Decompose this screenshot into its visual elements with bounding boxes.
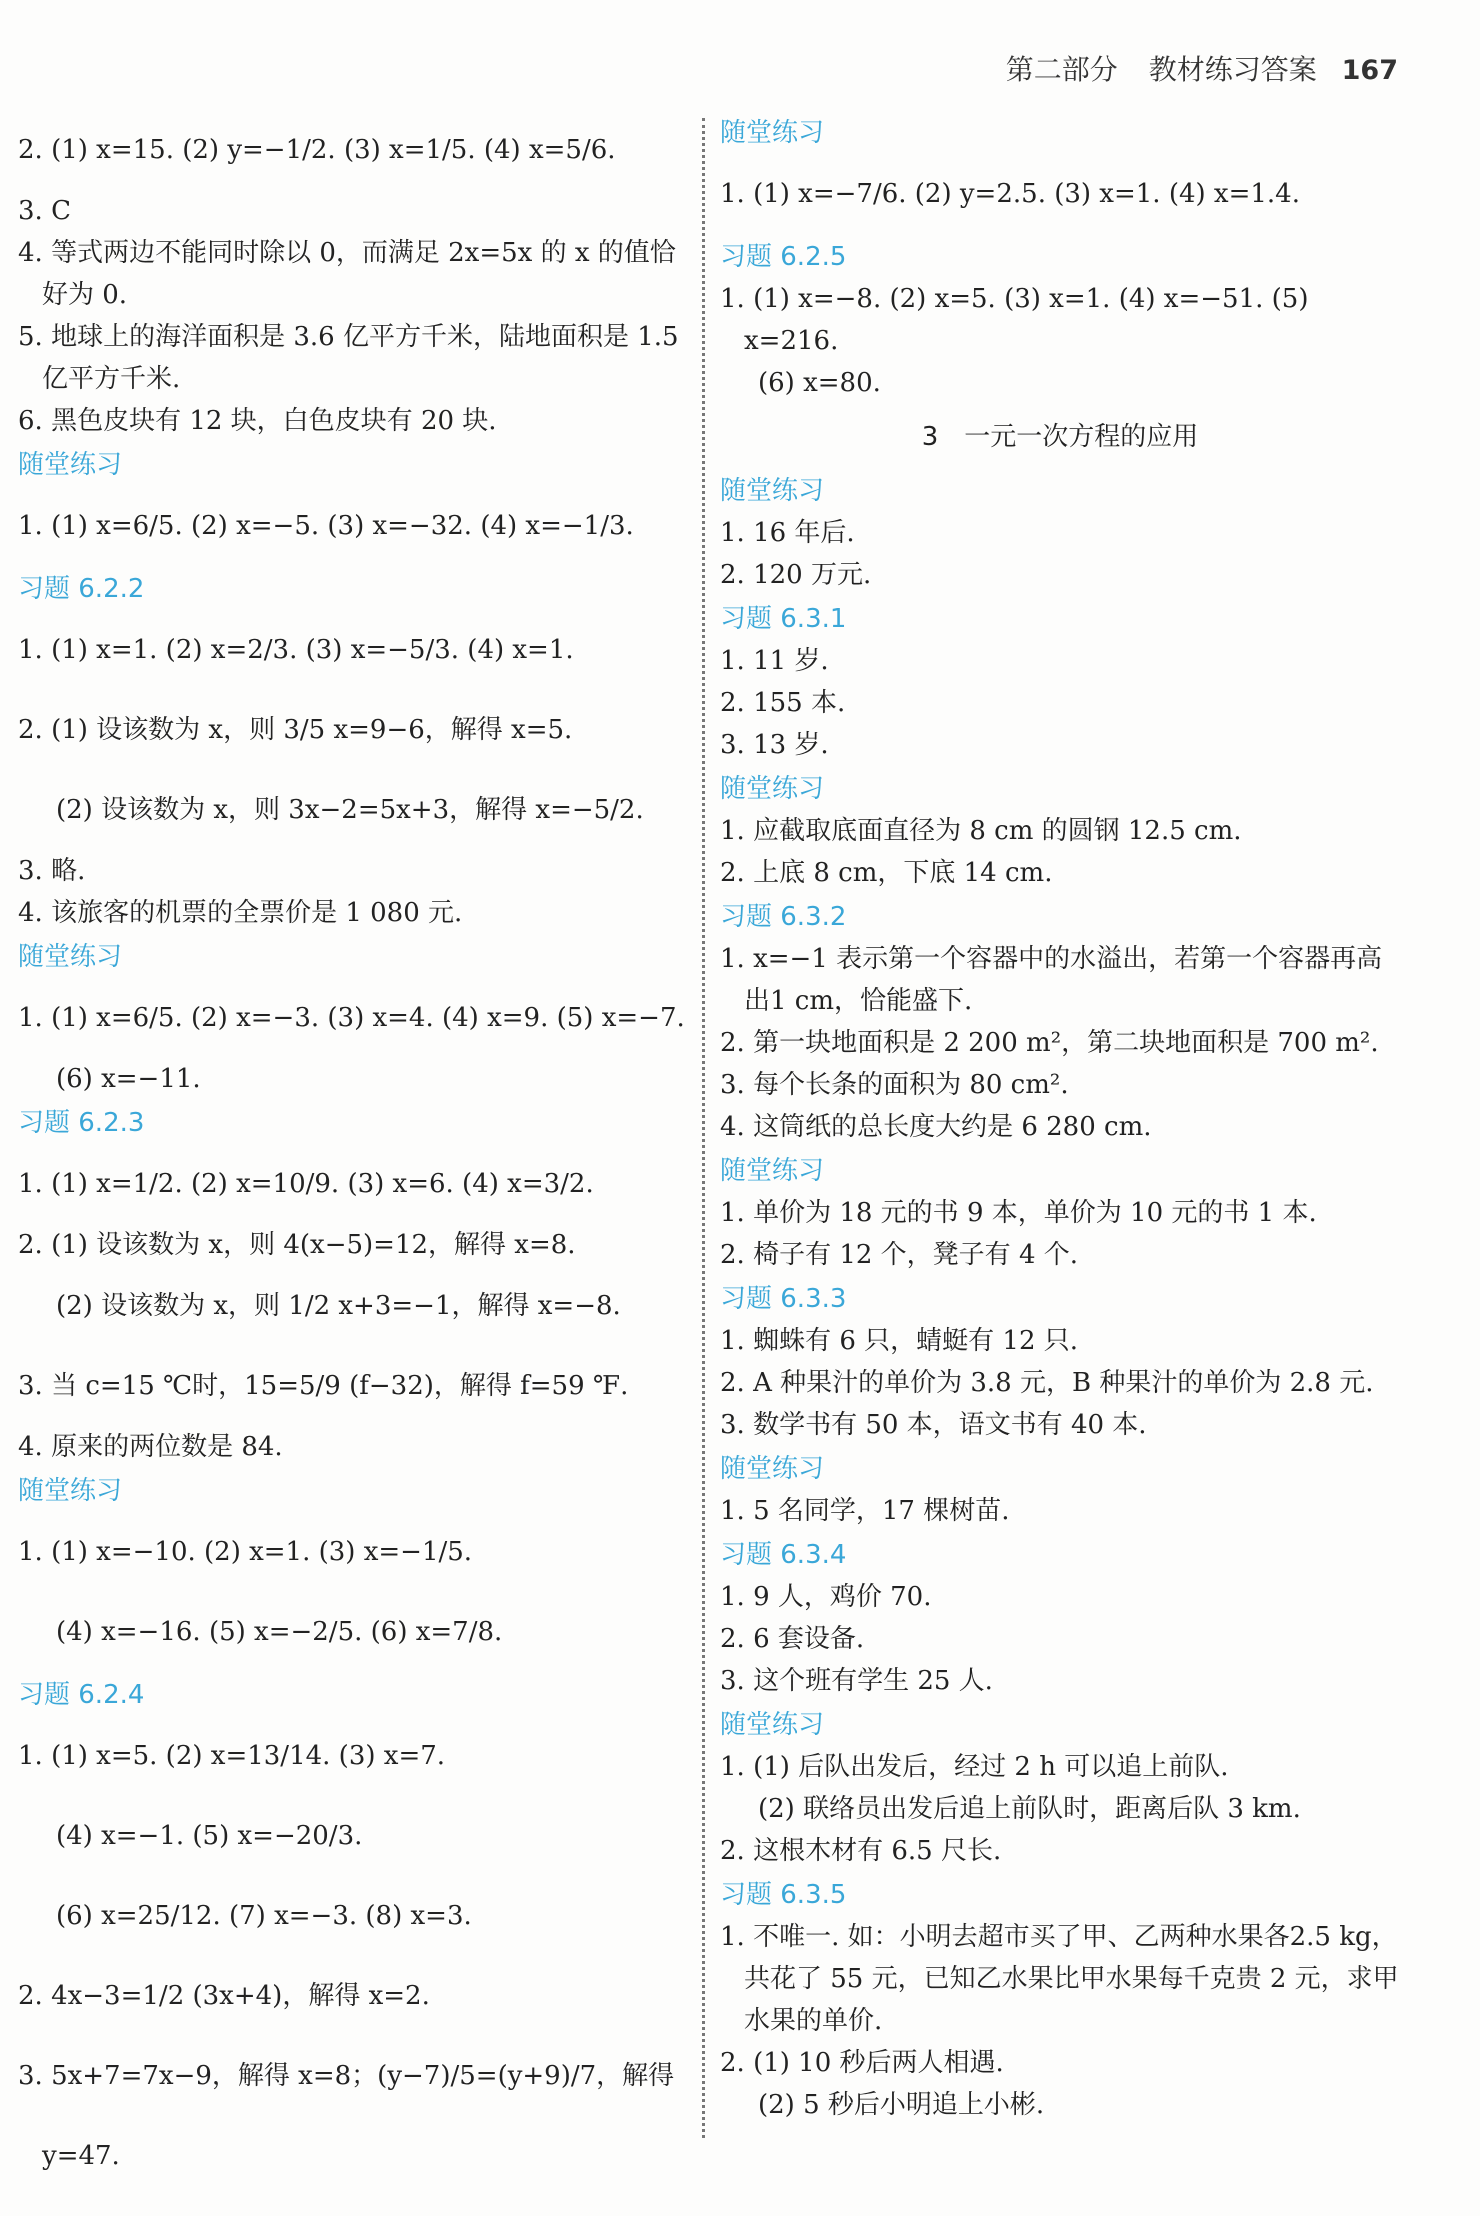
answer-line: 4. 原来的两位数是 84. <box>18 1432 283 1462</box>
page-header <box>1006 48 1398 88</box>
answer-line: 2. 椅子有 12 个，凳子有 4 个. <box>720 1240 1079 1270</box>
answer-line: 3. 这个班有学生 25 人. <box>720 1666 993 1696</box>
answer-subline: (2) 设该数为 x，则 3x−2=5x+3，解得 x=−5/2. <box>56 795 644 825</box>
chapter-title: 3 一元一次方程的应用 <box>921 422 1199 452</box>
answer-subline: (2) 设该数为 x，则 1/2 x+3=−1，解得 x=−8. <box>56 1291 621 1321</box>
answer-line: 1. (1) x=1/2. (2) x=10/9. (3) x=6. (4) x=3/2. <box>18 1169 594 1199</box>
answer-line: 1. (1) x=6/5. (2) x=−3. (3) x=4. (4) x=9. (5) x=−7. <box>18 1003 685 1033</box>
answer-line: 2. (1) 设该数为 x，则 3/5 x=9−6，解得 x=5. <box>18 715 573 745</box>
answer-line: 3. 数学书有 50 本，语文书有 40 本. <box>720 1410 1147 1440</box>
answer-line: 6. 黑色皮块有 12 块，白色皮块有 20 块. <box>18 406 497 436</box>
answer-line: 2. 120 万元. <box>720 560 872 590</box>
answer-line: 1. (1) 后队出发后，经过 2 h 可以追上前队. <box>720 1752 1229 1782</box>
answer-line: 1. (1) x=6/5. (2) x=−5. (3) x=−32. (4) x=−1/3. <box>18 511 634 541</box>
section-heading: 随堂练习 <box>720 118 825 148</box>
page-number: 167 <box>1341 55 1398 86</box>
section-heading: 随堂练习 <box>18 450 123 480</box>
answer-line: 1. 单价为 18 元的书 9 本，单价为 10 元的书 1 本. <box>720 1198 1317 1228</box>
answer-line: 1. x=−1 表示第一个容器中的水溢出，若第一个容器再高出1 cm，恰能盛下. <box>720 944 1383 1016</box>
answer-line: 2. 这根木材有 6.5 尺长. <box>720 1836 1002 1866</box>
answer-line: 2. 4x−3=1/2 (3x+4)，解得 x=2. <box>18 1981 430 2011</box>
section-heading: 习题 6.2.4 <box>18 1680 145 1710</box>
section-heading: 习题 6.2.3 <box>18 1108 145 1138</box>
answer-line: 1. (1) x=−7/6. (2) y=2.5. (3) x=1. (4) x=1.4. <box>720 179 1300 209</box>
answer-line: 1. (1) x=1. (2) x=2/3. (3) x=−5/3. (4) x=1. <box>18 635 574 665</box>
answer-line: 2. (1) 设该数为 x，则 4(x−5)=12，解得 x=8. <box>18 1230 576 1260</box>
answer-subline: (6) x=80. <box>758 368 881 398</box>
answer-line: 4. 该旅客的机票的全票价是 1 080 元. <box>18 898 463 928</box>
section-heading: 随堂练习 <box>18 942 123 972</box>
section-heading: 随堂练习 <box>720 1710 825 1740</box>
section-heading: 随堂练习 <box>720 774 825 804</box>
header-part: 第二部分 <box>1005 53 1118 86</box>
column-divider <box>702 118 705 2138</box>
section-heading: 随堂练习 <box>18 1476 123 1506</box>
answer-line: 1. 应截取底面直径为 8 cm 的圆钢 12.5 cm. <box>720 816 1242 846</box>
section-heading: 习题 6.3.4 <box>720 1540 847 1570</box>
answer-line: 5. 地球上的海洋面积是 3.6 亿平方千米，陆地面积是 1.5 亿平方千米. <box>18 322 679 394</box>
section-heading: 随堂练习 <box>720 1454 825 1484</box>
answer-line: 1. 蜘蛛有 6 只，蜻蜓有 12 只. <box>720 1326 1079 1356</box>
answer-line: 3. 13 岁. <box>720 730 829 760</box>
answer-line: 2. 6 套设备. <box>720 1624 865 1654</box>
left-column <box>18 110 698 2196</box>
answer-subline: (6) x=25/12. (7) x=−3. (8) x=3. <box>56 1901 472 1931</box>
answer-subline: (4) x=−1. (5) x=−20/3. <box>56 1821 363 1851</box>
answer-line: 2. (1) 10 秒后两人相遇. <box>720 2048 1004 2078</box>
answer-line: 1. (1) x=5. (2) x=13/14. (3) x=7. <box>18 1741 446 1771</box>
answer-line: 2. (1) x=15. (2) y=−1/2. (3) x=1/5. (4) x=5/6. <box>18 135 616 165</box>
section-heading: 随堂练习 <box>720 476 825 506</box>
section-heading: 随堂练习 <box>720 1156 825 1186</box>
answer-line: 2. 155 本. <box>720 688 846 718</box>
answer-line: 1. 5 名同学，17 棵树苗. <box>720 1496 1010 1526</box>
answer-line: 4. 这筒纸的总长度大约是 6 280 cm. <box>720 1112 1152 1142</box>
answer-subline: (6) x=−11. <box>56 1064 201 1094</box>
header-title: 教材练习答案 <box>1148 53 1317 86</box>
section-heading: 习题 6.2.5 <box>720 242 847 272</box>
answer-line: 2. A 种果汁的单价为 3.8 元，B 种果汁的单价为 2.8 元. <box>720 1368 1374 1398</box>
answer-subline: (2) 5 秒后小明追上小彬. <box>758 2090 1045 2120</box>
answer-line: 2. 第一块地面积是 2 200 m²，第二块地面积是 700 m². <box>720 1028 1379 1058</box>
answer-line: 3. 略. <box>18 856 86 886</box>
answer-line: 3. 5x+7=7x−9，解得 x=8；(y−7)/5=(y+9)/7，解得 y=47. <box>18 2061 675 2171</box>
answer-line: 3. 每个长条的面积为 80 cm². <box>720 1070 1069 1100</box>
answer-line: 1. (1) x=−8. (2) x=5. (3) x=1. (4) x=−51. (5) x=216. <box>720 284 1309 356</box>
section-heading: 习题 6.3.3 <box>720 1284 847 1314</box>
answer-line: 1. (1) x=−10. (2) x=1. (3) x=−1/5. <box>18 1537 473 1567</box>
answer-line: 1. 11 岁. <box>720 646 829 676</box>
section-heading: 习题 6.3.1 <box>720 604 847 634</box>
answer-line: 4. 等式两边不能同时除以 0，而满足 2x=5x 的 x 的值恰好为 0. <box>18 238 676 310</box>
answer-line: 2. 上底 8 cm，下底 14 cm. <box>720 858 1053 888</box>
section-heading: 习题 6.3.5 <box>720 1880 847 1910</box>
section-heading: 习题 6.2.2 <box>18 574 145 604</box>
answer-line: 3. C <box>18 196 71 226</box>
answer-line: 1. 不唯一. 如：小明去超市买了甲、乙两种水果各2.5 kg，共花了 55 元，已知乙水果比甲水果每千克贵 2 元，求甲水果的单价. <box>720 1922 1399 2036</box>
section-heading: 习题 6.3.2 <box>720 902 847 932</box>
answer-subline: (4) x=−16. (5) x=−2/5. (6) x=7/8. <box>56 1617 503 1647</box>
answer-line: 1. 16 年后. <box>720 518 855 548</box>
answer-line: 1. 9 人，鸡价 70. <box>720 1582 932 1612</box>
right-column <box>720 110 1400 2126</box>
answer-line: 3. 当 c=15 ℃时，15=5/9 (f−32)，解得 f=59 ℉. <box>18 1371 629 1401</box>
answer-subline: (2) 联络员出发后追上前队时，距离后队 3 km. <box>758 1794 1301 1824</box>
